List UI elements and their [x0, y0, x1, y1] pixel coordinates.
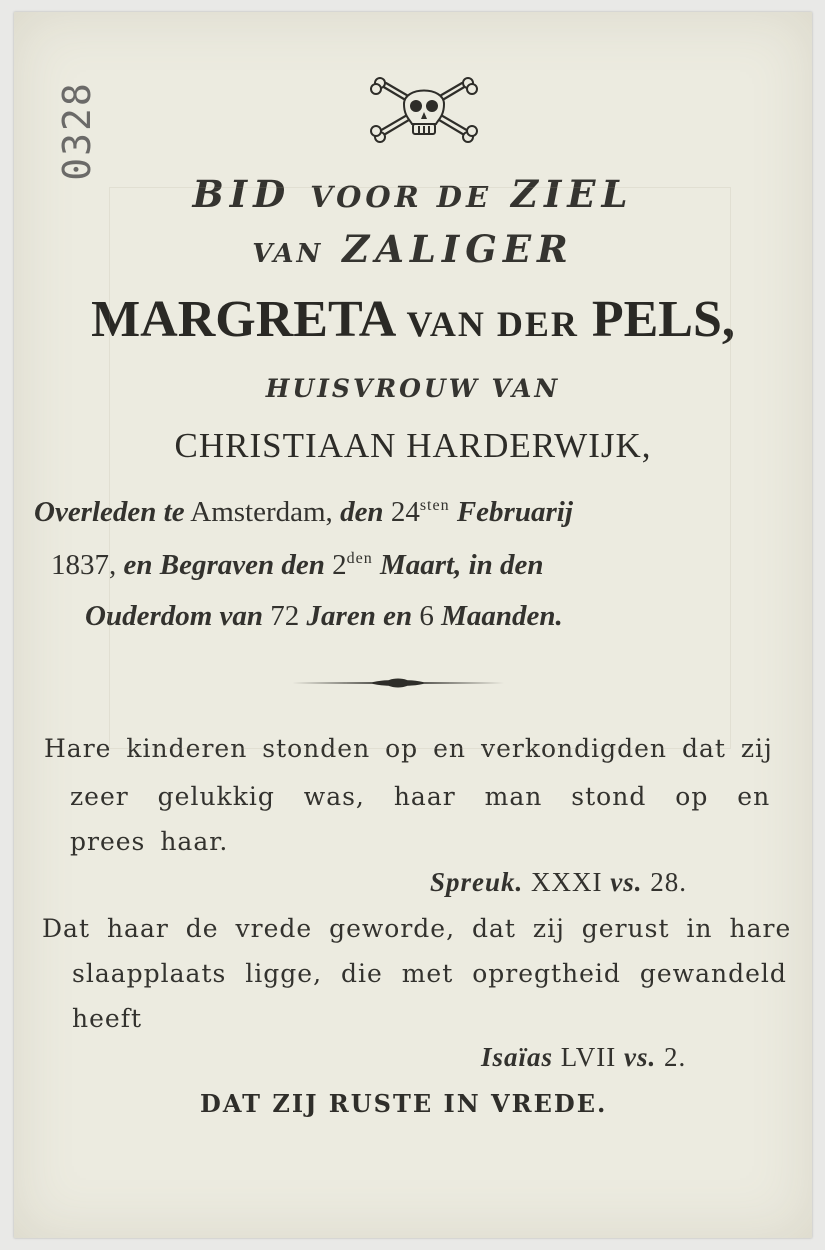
name-punctuation: , [721, 291, 735, 348]
reference-chapter: LVII [560, 1042, 617, 1072]
verse-line: zeer gelukkig was, haar man stond op en [70, 782, 771, 811]
detail-text: Overleden te [34, 496, 185, 528]
detail-text: Ouderdom van [85, 600, 264, 632]
death-details-line [34, 496, 573, 529]
reference-verse-number: 2. [664, 1042, 687, 1072]
spouse-name: CHRISTIAAN HARDERWIJK, [174, 426, 652, 465]
reference-book: Spreuk. [430, 867, 524, 897]
heading-word: VAN [252, 239, 324, 269]
burial-day: 2 [332, 549, 347, 581]
verse-line: slaapplaats ligge, die met opregtheid gewandeld [72, 959, 787, 988]
reference-book: Isaïas [481, 1042, 554, 1072]
ordinal-suffix: sten [419, 497, 450, 514]
verse-line: Dat haar de vrede geworde, dat zij gerust in hare [42, 914, 792, 943]
heading-line-1 [14, 172, 812, 216]
deceased-first-name: MARGRETA [91, 291, 394, 348]
burial-month: Maart [379, 549, 455, 581]
relation-title: HUISVROUW VAN [265, 374, 561, 403]
detail-text: en Begraven den [123, 549, 325, 581]
death-month: Februarij [456, 496, 573, 528]
death-year: 1837, [51, 549, 117, 581]
detail-text: , in den [454, 549, 544, 581]
closing-line: DAT ZIJ RUSTE IN VREDE. [200, 1089, 608, 1118]
heading-word: BID [192, 172, 292, 216]
age-details-line [85, 600, 563, 633]
detail-text: Jaren en [306, 600, 413, 632]
reference-chapter: XXXI [531, 867, 603, 897]
verse-reference [430, 867, 687, 898]
archive-stamp-number: 0328 [55, 81, 100, 181]
burial-details-line [51, 549, 544, 582]
verse-reference [481, 1042, 686, 1073]
reference-verse-label: vs. [624, 1042, 657, 1072]
heading-line-2 [14, 227, 812, 271]
prayer-card [14, 12, 812, 1238]
ordinal-suffix: den [346, 550, 373, 567]
detail-text: Maanden. [441, 600, 563, 632]
verse-line: heeft [72, 1004, 142, 1033]
deceased-name [14, 290, 812, 349]
verse-line: prees haar. [70, 827, 229, 856]
age-years: 72 [270, 600, 300, 632]
heading-word: VOOR DE [310, 180, 493, 214]
detail-place: Amsterdam, [190, 496, 333, 528]
deceased-name-particle: VAN DER [406, 304, 579, 344]
age-months: 6 [419, 600, 434, 632]
detail-text: den [340, 496, 384, 528]
ornamental-divider [292, 676, 504, 690]
skull-crossbones-icon [368, 74, 480, 146]
heading-word: ZIEL [510, 172, 634, 216]
verse-line: Hare kinderen stonden op en verkondigden dat zij [44, 734, 773, 763]
heading-word: ZALIGER [342, 227, 574, 271]
death-day: 24 [390, 496, 420, 528]
reference-verse-number: 28. [650, 867, 688, 897]
reference-verse-label: vs. [610, 867, 643, 897]
deceased-last-name: PELS [591, 291, 722, 348]
